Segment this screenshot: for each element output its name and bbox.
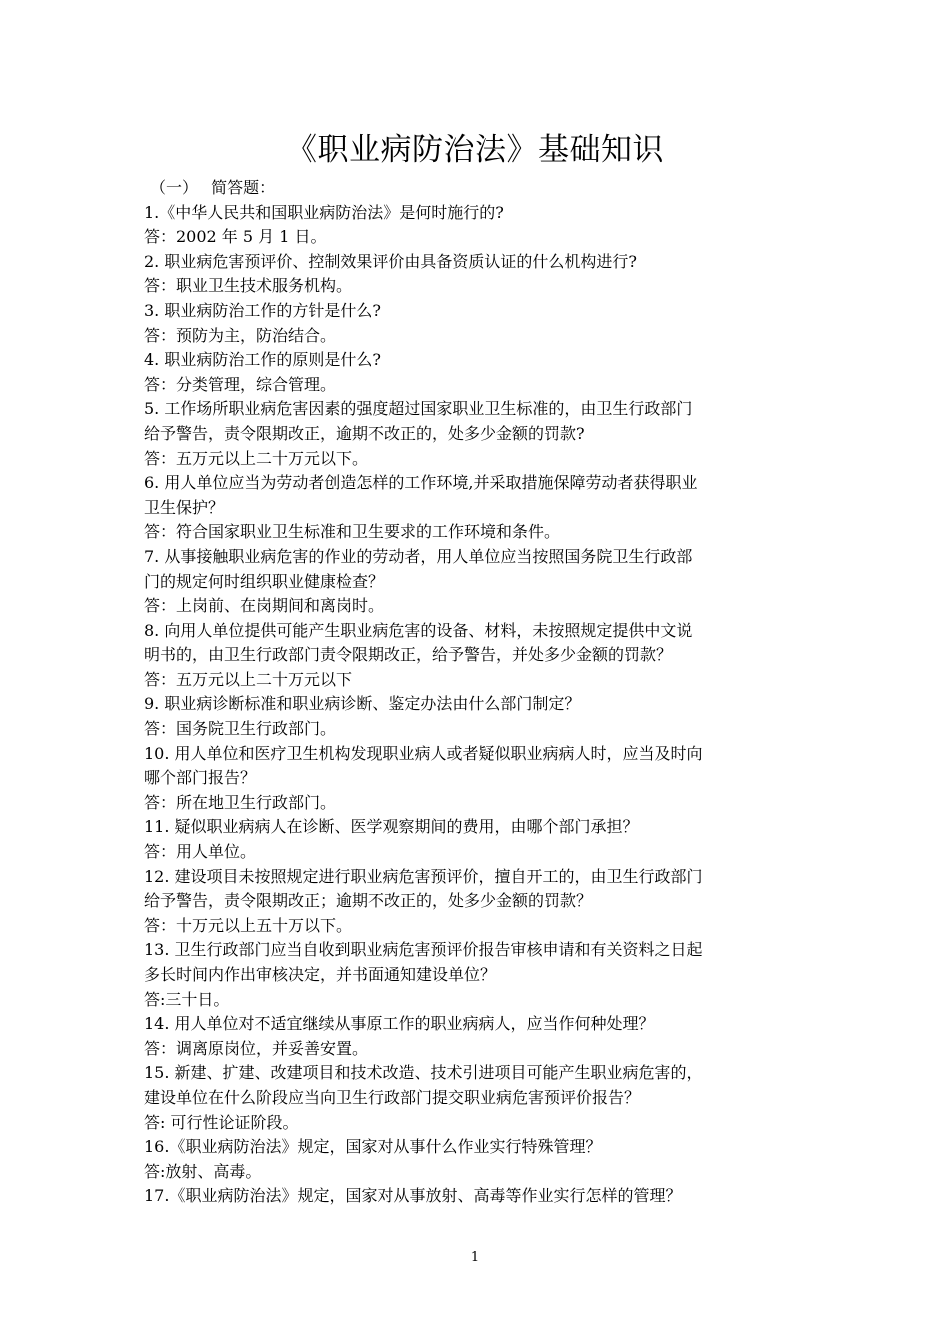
text-line: 答：五万元以上二十万元以下。 <box>144 448 369 468</box>
text-line: 建设单位在什么阶段应当向卫生行政部门提交职业病危害预评价报告？ <box>144 1087 641 1107</box>
text-line: 卫生保护？ <box>144 497 225 517</box>
text-line: 答：调离原岗位，并妥善安置。 <box>144 1038 369 1058</box>
text-line: 7. 从事接触职业病危害的作业的劳动者，用人单位应当按照国务院卫生行政部 <box>144 546 693 566</box>
text-line: 答:三十日。 <box>144 989 230 1009</box>
text-line: 4. 职业病防治工作的原则是什么? <box>144 350 381 370</box>
text-line: 15. 新建、扩建、改建项目和技术改造、技术引进项目可能产生职业病危害的， <box>144 1063 703 1083</box>
text-line: 答：用人单位。 <box>144 842 257 862</box>
section-heading: （一） 简答题： <box>150 178 276 197</box>
text-line: 多长时间内作出审核决定，并书面通知建设单位？ <box>144 965 497 984</box>
text-line: 答：五万元以上二十万元以下 <box>144 669 353 689</box>
text-line: 给予警告，责令限期改正，逾期不改正的，处多少金额的罚款? <box>144 423 585 443</box>
text-line: 答：国务院卫生行政部门。 <box>144 719 337 739</box>
text-line: 6. 用人单位应当为劳动者创造怎样的工作环境,并采取措施保障劳动者获得职业 <box>144 473 698 493</box>
text-line: 答: 可行性论证阶段。 <box>144 1112 299 1132</box>
text-line: 门的规定何时组织职业健康检查？ <box>144 571 385 591</box>
text-line: 答:放射、高毒。 <box>144 1161 262 1181</box>
text-line: 答：2002 年 5 月 1 日。 <box>144 227 327 247</box>
text-line: 3. 职业病防治工作的方针是什么? <box>144 300 381 320</box>
text-line: 明书的，由卫生行政部门责令限期改正，给予警告，并处多少金额的罚款？ <box>144 645 673 665</box>
text-line: 答：上岗前、在岗期间和离岗时。 <box>144 596 385 616</box>
text-line: 10. 用人单位和医疗卫生机构发现职业病人或者疑似职业病病人时，应当及时向 <box>144 743 703 763</box>
text-line: 答：符合国家职业卫生标准和卫生要求的工作环境和条件。 <box>144 522 561 542</box>
text-line: 答：职业卫生技术服务机构。 <box>144 276 353 296</box>
text-line: 5. 工作场所职业病危害因素的强度超过国家职业卫生标准的，由卫生行政部门 <box>144 399 693 419</box>
text-line: 答：分类管理，综合管理。 <box>144 374 337 394</box>
text-line: 13. 卫生行政部门应当自收到职业病危害预评价报告审核申请和有关资料之日起 <box>144 940 703 960</box>
document-body <box>144 176 814 1209</box>
text-line: 17.《职业病防治法》规定，国家对从事放射、高毒等作业实行怎样的管理？ <box>144 1186 682 1206</box>
text-line: 11. 疑似职业病病人在诊断、医学观察期间的费用，由哪个部门承担？ <box>144 817 639 837</box>
text-line: 2. 职业病危害预评价、控制效果评价由具备资质认证的什么机构进行? <box>144 251 637 271</box>
text-line: 14. 用人单位对不适宜继续从事原工作的职业病病人，应当作何种处理？ <box>144 1014 655 1034</box>
text-line: 8. 向用人单位提供可能产生职业病危害的设备、材料，未按照规定提供中文说 <box>144 620 693 640</box>
text-line: 答：十万元以上五十万以下。 <box>144 915 353 935</box>
text-line: 1.《中华人民共和国职业病防治法》是何时施行的? <box>144 202 504 222</box>
text-line: 16.《职业病防治法》规定，国家对从事什么作业实行特殊管理？ <box>144 1137 602 1157</box>
text-line: 12. 建设项目未按照规定进行职业病危害预评价，擅自开工的，由卫生行政部门 <box>144 866 703 886</box>
text-line: 给予警告，责令限期改正；逾期不改正的，处多少金额的罚款？ <box>144 891 593 911</box>
document-title: 《职业病防治法》基础知识 <box>286 132 664 168</box>
text-line: 答：所在地卫生行政部门。 <box>144 792 337 812</box>
text-line: 哪个部门报告？ <box>144 768 257 788</box>
text-line: 9. 职业病诊断标准和职业病诊断、鉴定办法由什么部门制定？ <box>144 694 581 714</box>
text-line: 答：预防为主，防治结合。 <box>144 325 337 345</box>
page-number: 1 <box>470 1250 480 1265</box>
